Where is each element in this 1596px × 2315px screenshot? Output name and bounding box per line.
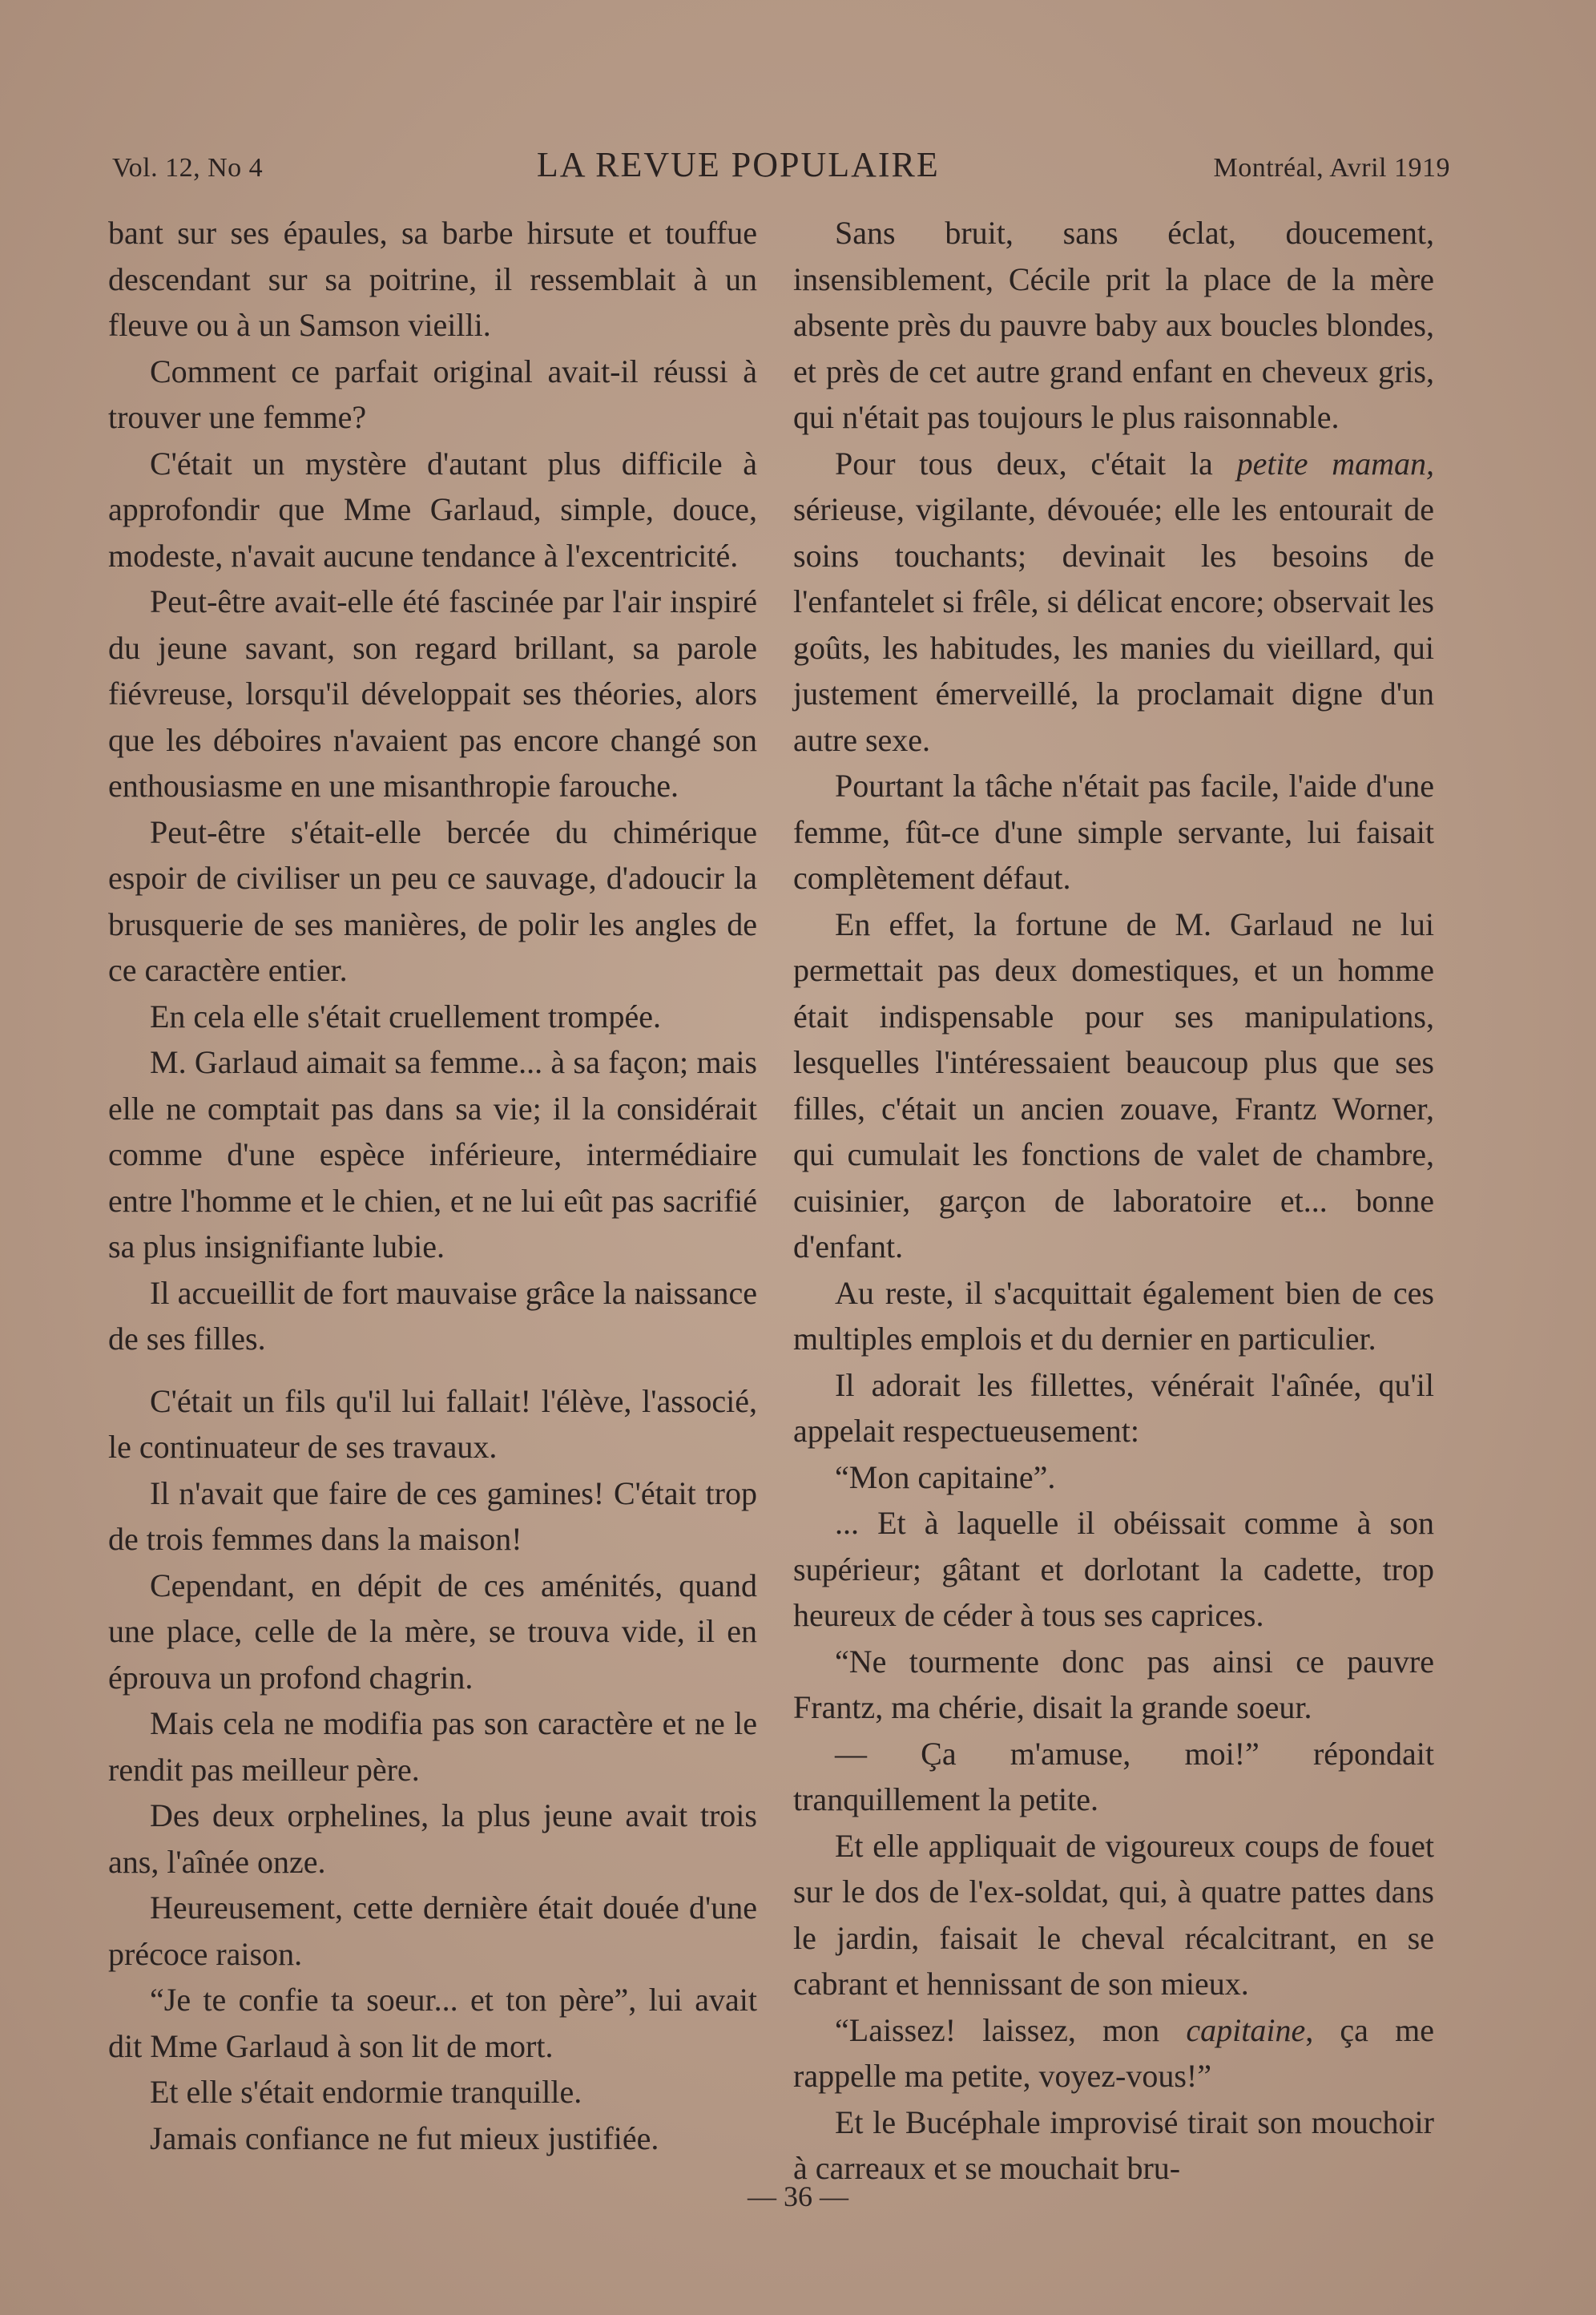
- issue-date: Montréal, Avril 1919: [1213, 153, 1450, 183]
- page-number: — 36 —: [748, 2180, 848, 2212]
- paragraph: Heureusement, cette dernière était douée d'une précoce raison.: [108, 1890, 757, 1972]
- right-column: [793, 210, 1434, 2192]
- paragraph: Comment ce parfait original avait-il réussi à trouver une femme?: [108, 353, 757, 435]
- paragraph: Peut-être s'était-elle bercée du chimérique espoir de civiliser un peu ce sauvage, d'adoucir la brusquerie de ses manières, de polir les angles de ce caractère entier.: [108, 813, 757, 988]
- paragraph: C'était un mystère d'autant plus difficile à approfondir que Mme Garlaud, simple, douce, modeste, n'avait aucune tendance à l'excentricité.: [108, 445, 757, 574]
- paragraph: En cela elle s'était cruellement trompée.: [150, 998, 662, 1034]
- paragraph: M. Garlaud aimait sa femme... à sa façon; mais elle ne comptait pas dans sa vie; il la considérait comme d'une espèce inférieure, intermédiaire entre l'homme et le chien, et ne lui eût pas sacrifié sa plus insignifiante lubie.: [108, 1044, 757, 1264]
- paragraph: Des deux orphelines, la plus jeune avait trois ans, l'aînée onze.: [108, 1797, 757, 1880]
- paragraph: Pourtant la tâche n'était pas facile, l'aide d'une femme, fût-ce d'une simple servante, lui faisait complètement défaut.: [793, 768, 1434, 896]
- paragraph: Cependant, en dépit de ces aménités, quand une place, celle de la mère, se trouva vide, il en éprouva un profond chagrin.: [108, 1567, 757, 1696]
- paragraph: Sans bruit, sans éclat, doucement, insensiblement, Cécile prit la place de la mère absente près du pauvre baby aux boucles blondes, et près de cet autre grand enfant en cheveux gris, qui n'était pas toujours le plus raisonnable.: [793, 215, 1434, 435]
- paragraph: ... Et à laquelle il obéissait comme à son supérieur; gâtant et dorlotant la cadette, trop heureux de céder à tous ses caprices.: [793, 1505, 1434, 1633]
- paragraph: Mais cela ne modifia pas son caractère et ne le rendit pas meilleur père.: [108, 1705, 757, 1788]
- paragraph: “Je te confie ta soeur... et ton père”, lui avait dit Mme Garlaud à son lit de mort.: [108, 1982, 757, 2064]
- italic-text: capitaine: [1186, 2011, 1306, 2048]
- paragraph: — Ça m'amuse, moi!” répondait tranquillement la petite.: [793, 1735, 1434, 1817]
- journal-title: LA REVUE POPULAIRE: [536, 145, 940, 184]
- text-run: Pour tous deux, c'était la: [835, 445, 1237, 482]
- paragraph: Et elle s'était endormie tranquille.: [150, 2074, 582, 2110]
- paragraph: bant sur ses épaules, sa barbe hirsute et touffue descendant sur sa poitrine, il ressemblait à un fleuve ou à un Samson vieilli.: [108, 215, 757, 343]
- italic-text: petite maman,: [1236, 445, 1434, 482]
- volume-number: Vol. 12, No 4: [112, 153, 264, 183]
- paragraph: Il adorait les fillettes, vénérait l'aînée, qu'il appelait respectueusement:: [793, 1366, 1434, 1449]
- paragraph: [793, 2007, 1434, 2099]
- paragraph: Jamais confiance ne fut mieux justifiée.: [150, 2119, 659, 2156]
- paragraph: Et elle appliquait de vigoureux coups de fouet sur le dos de l'ex-soldat, qui, à quatre pattes dans le jardin, faisait le cheval récalcitrant, en se cabrant et hennissant de son mieux.: [793, 1827, 1434, 2002]
- left-column: [108, 210, 757, 2161]
- paragraph: Au reste, il s'acquittait également bien de ces multiples emplois et du dernier en particulier.: [793, 1274, 1434, 1357]
- paragraph: Il n'avait que faire de ces gamines! C'était trop de trois femmes dans la maison!: [108, 1474, 757, 1557]
- paragraph: “Mon capitaine”.: [835, 1458, 1056, 1495]
- running-header: [112, 144, 1450, 192]
- paragraph: Peut-être avait-elle été fascinée par l'air inspiré du jeune savant, son regard brillant, sa parole fiévreuse, lorsqu'il développait ses théories, alors que les déboires n'avaient pas encore changé son enthousiasme en une misanthropie farouche.: [108, 583, 757, 804]
- paragraph: En effet, la fortune de M. Garlaud ne lui permettait pas deux domestiques, et un homme était indispensable pour ses manipulations, lesquelles l'intéressaient beaucoup plus que ses filles, c'était un ancien zouave, Frantz Worner, qui cumulait les fonctions de valet de chambre, cuisinier, garçon de laboratoire et... bonne d'enfant.: [793, 905, 1434, 1264]
- paragraph: Et le Bucéphale improvisé tirait son mouchoir à carreaux et se mouchait bru-: [793, 2103, 1434, 2186]
- text-run: sérieuse, vigilante, dévouée; elle les entourait de soins touchants; devinait les besoins de l'enfantelet si frêle, si délicat encore; observait les goûts, les habitudes, les manies du vieillard, qui justement émerveillé, la proclamait digne d'un autre sexe.: [793, 491, 1434, 758]
- paragraph: Il accueillit de fort mauvaise grâce la naissance de ses filles.: [108, 1274, 757, 1357]
- paragraph: C'était un fils qu'il lui fallait! l'élève, l'associé, le continuateur de ses travaux.: [108, 1382, 757, 1465]
- paragraph: [793, 441, 1434, 764]
- paragraph: “Ne tourmente donc pas ainsi ce pauvre Frantz, ma chérie, disait la grande soeur.: [793, 1643, 1434, 1725]
- text-run: , ça me rappelle ma petite, voyez-vous!”: [793, 2011, 1434, 2094]
- text-run: “Laissez! laissez, mon: [835, 2011, 1187, 2048]
